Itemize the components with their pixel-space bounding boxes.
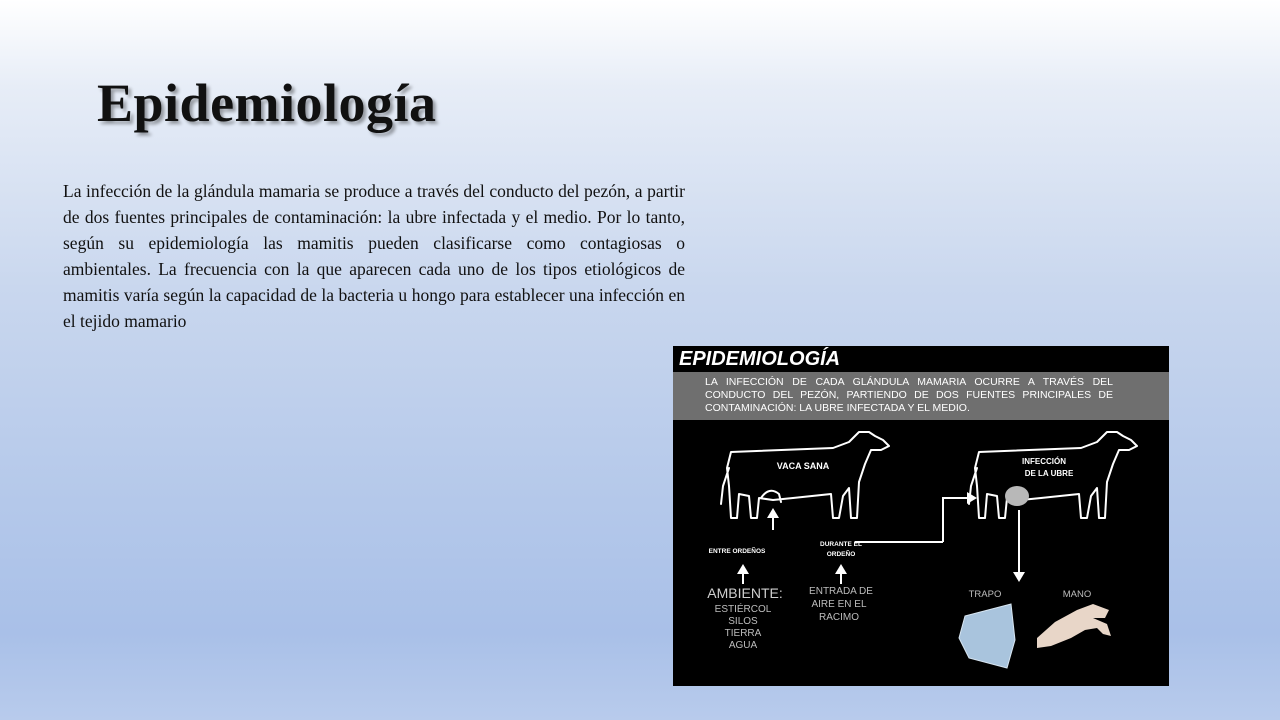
environment-item: SILOS bbox=[728, 616, 758, 627]
environment-heading: AMBIENTE: bbox=[707, 585, 783, 601]
connector-line bbox=[943, 498, 969, 542]
infographic-title: EPIDEMIOLOGÍA bbox=[679, 348, 841, 370]
hand-label: MANO bbox=[1062, 589, 1092, 600]
cloth-label: TRAPO bbox=[968, 589, 1002, 600]
hand-icon bbox=[1037, 604, 1111, 648]
epidemiology-infographic bbox=[673, 346, 1169, 686]
infographic-subtitle: LA INFECCIÓN DE CADA GLÁNDULA MAMARIA OCURRE A TRAVÉS DEL CONDUCTO DEL PEZÓN, PARTIENDO DE DOS FUENTES PRINCIPALES DE CONTAMINACIÓN: LA UBRE INFECTADA Y EL MEDIO. bbox=[705, 376, 1113, 414]
during-milking-label-line1: DURANTE EL bbox=[820, 541, 862, 548]
healthy-cow-icon bbox=[721, 432, 889, 518]
slide-title: Epidemiología bbox=[97, 73, 437, 133]
environment-item: AGUA bbox=[728, 640, 758, 651]
infected-udder-icon bbox=[1005, 486, 1029, 506]
during-milking-label-line2: ORDEÑO bbox=[826, 551, 856, 558]
infographic-diagram bbox=[673, 346, 1169, 686]
environment-item: TIERRA bbox=[724, 628, 762, 639]
environment-item: ESTIÉRCOL bbox=[714, 604, 772, 615]
air-entry-label-line1: ENTRADA DE bbox=[809, 586, 873, 597]
air-entry-label-line3: RACIMO bbox=[819, 612, 859, 623]
between-milkings-label: ENTRE ORDEÑOS bbox=[708, 548, 766, 555]
healthy-cow-label: VACA SANA bbox=[776, 461, 830, 471]
air-entry-label-line2: AIRE EN EL bbox=[811, 599, 867, 610]
arrow-head-icon bbox=[967, 492, 977, 504]
arrow-head-icon bbox=[767, 508, 779, 518]
infected-cow-label-line2: DE LA UBRE bbox=[1024, 469, 1074, 478]
arrow-head-icon bbox=[1013, 572, 1025, 582]
slide-body-text: La infección de la glándula mamaria se produce a través del conducto del pezón, a partir de dos fuentes principales de contaminación: la ubre infectada y el medio. Por lo tanto, según su epidemiología las mamitis pueden clasificarse como contagiosas o ambientales. La frecuencia con la que aparecen cada uno de los tipos etiológicos de mamitis varía según la capacidad de la bacteria u hongo para establecer una infección en el tejido mamario bbox=[63, 181, 685, 331]
infected-cow-label-line1: INFECCIÓN bbox=[1022, 457, 1066, 466]
cloth-icon bbox=[959, 604, 1015, 668]
arrow-head-icon bbox=[737, 564, 749, 574]
arrow-head-icon bbox=[835, 564, 847, 574]
